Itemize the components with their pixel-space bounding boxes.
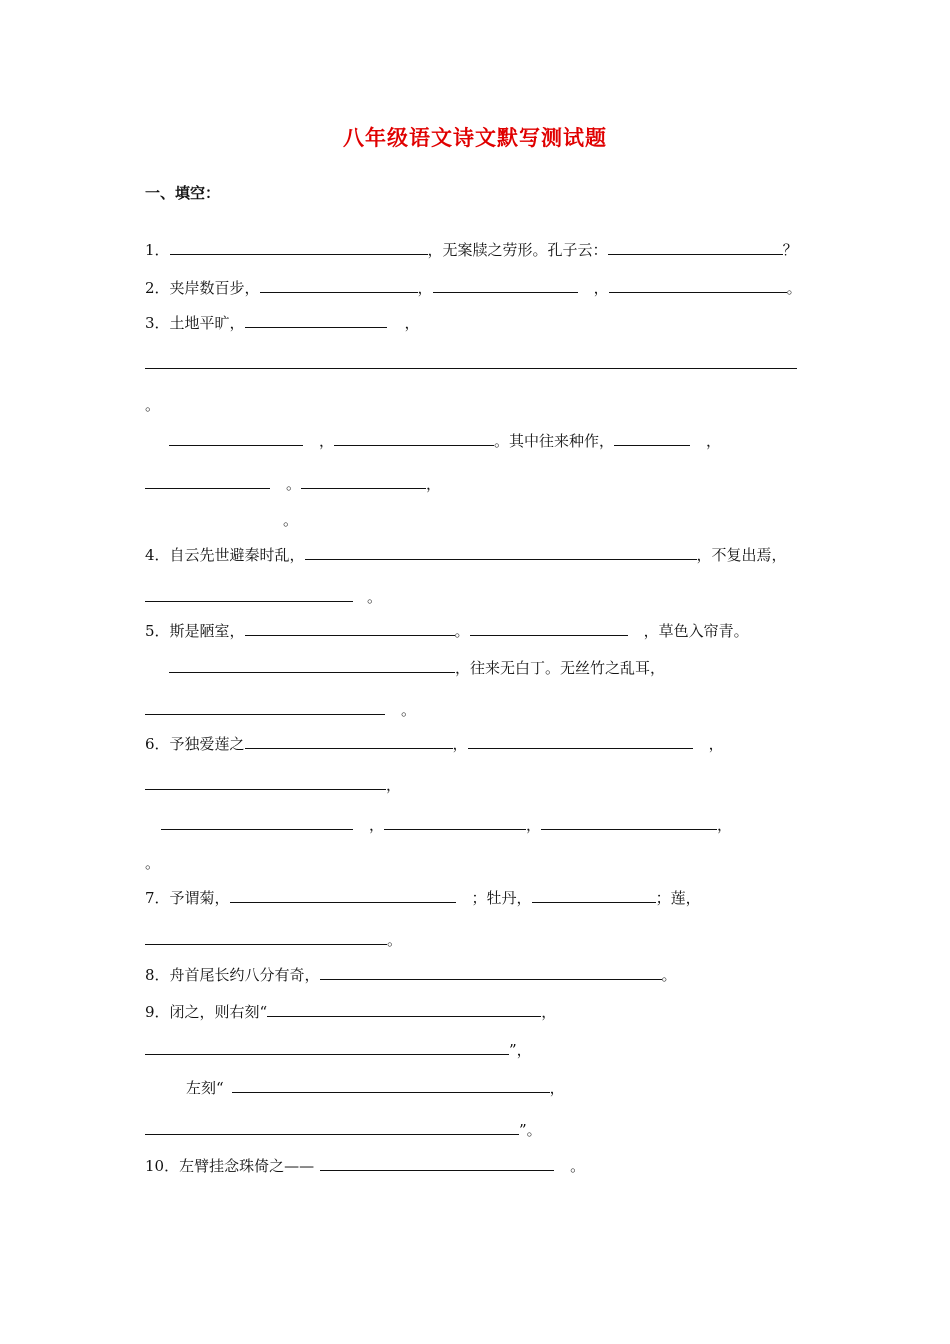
- answer-blank[interactable]: [609, 276, 787, 293]
- question-text: 。: [145, 396, 161, 414]
- question-text: ，无案牍之劳形。孔子云：: [427, 241, 608, 259]
- answer-blank[interactable]: [245, 732, 453, 749]
- question-number: 10．左臂挂念珠倚之——: [145, 1157, 315, 1175]
- question-3-line-6: [283, 509, 298, 531]
- question-9-line-2: [145, 1038, 532, 1060]
- answer-blank[interactable]: [169, 656, 455, 673]
- answer-blank[interactable]: [145, 698, 385, 715]
- question-text: ，: [369, 816, 385, 834]
- answer-blank[interactable]: [145, 352, 797, 369]
- question-7: [145, 886, 701, 908]
- answer-blank[interactable]: [334, 429, 494, 446]
- question-text: 。: [283, 511, 299, 529]
- question-6-line-2: [145, 773, 401, 795]
- question-number: 9．闭之，则右刻“: [145, 1003, 268, 1021]
- answer-blank[interactable]: [145, 928, 387, 945]
- answer-blank[interactable]: [260, 276, 418, 293]
- question-text: ；莲，: [655, 889, 701, 907]
- answer-blank[interactable]: [532, 886, 656, 903]
- answer-blank[interactable]: [384, 813, 526, 830]
- section-heading: 一、填空：: [145, 184, 221, 202]
- question-text: 。: [401, 701, 417, 719]
- question-text: 。: [286, 475, 302, 493]
- question-text: ”。: [519, 1121, 542, 1139]
- question-number: 1．: [145, 241, 170, 259]
- question-6: [145, 732, 724, 754]
- question-number: 5．斯是陋室，: [145, 622, 245, 640]
- question-text: ，不复出焉，: [696, 546, 787, 564]
- answer-blank[interactable]: [170, 238, 428, 255]
- question-3-line-2: [145, 352, 797, 374]
- question-text: 。: [786, 279, 802, 297]
- question-number: 7．予谓菊，: [145, 889, 230, 907]
- answer-blank[interactable]: [301, 472, 426, 489]
- question-text: ，: [708, 735, 724, 753]
- answer-blank[interactable]: [320, 1154, 554, 1171]
- question-text: ，: [717, 816, 733, 834]
- question-2: [145, 276, 802, 298]
- question-text: ”，: [509, 1041, 532, 1059]
- answer-blank[interactable]: [245, 619, 455, 636]
- answer-blank[interactable]: [169, 429, 303, 446]
- answer-blank[interactable]: [320, 963, 662, 980]
- answer-blank[interactable]: [145, 585, 353, 602]
- answer-blank[interactable]: [245, 311, 387, 328]
- answer-blank[interactable]: [608, 238, 783, 255]
- question-9-line-4: [145, 1118, 542, 1140]
- question-10: [145, 1154, 585, 1176]
- question-text: ，草色入帘青。: [643, 622, 749, 640]
- question-text: ，: [386, 776, 402, 794]
- answer-blank[interactable]: [145, 472, 270, 489]
- answer-blank[interactable]: [614, 429, 690, 446]
- question-5: [145, 619, 749, 641]
- question-text: 左刻“: [186, 1079, 224, 1097]
- answer-blank[interactable]: [145, 1118, 519, 1135]
- question-text: 。: [570, 1157, 586, 1175]
- question-1: [145, 238, 798, 260]
- question-9: [145, 1000, 556, 1022]
- answer-blank[interactable]: [468, 732, 693, 749]
- answer-blank[interactable]: [541, 813, 717, 830]
- question-7-line-2: [145, 928, 402, 950]
- question-3-line-4: [145, 429, 721, 451]
- question-text: ，: [417, 279, 433, 297]
- question-text: 。: [367, 588, 383, 606]
- page-title: 八年级语文诗文默写测试题: [343, 126, 607, 150]
- question-text: 。其中往来种作，: [494, 432, 615, 450]
- question-5-line-2: [145, 656, 665, 678]
- question-number: 4．自云先世避秦时乱，: [145, 546, 305, 564]
- question-text: 。: [454, 622, 470, 640]
- answer-blank[interactable]: [305, 543, 697, 560]
- question-number: 8．舟首尾长约八分有奇，: [145, 966, 320, 984]
- question-text: ，: [541, 1003, 557, 1021]
- question-6-line-3: [145, 813, 732, 835]
- question-3-line-5: [145, 472, 441, 494]
- question-number: 2．夹岸数百步，: [145, 279, 260, 297]
- answer-blank[interactable]: [161, 813, 353, 830]
- question-text: ，: [706, 432, 722, 450]
- question-4-line-2: [145, 585, 382, 607]
- answer-blank[interactable]: [230, 886, 456, 903]
- question-3-line-3: [145, 394, 160, 416]
- question-4: [145, 543, 787, 565]
- question-number: 3．土地平旷，: [145, 314, 245, 332]
- answer-blank[interactable]: [267, 1000, 541, 1017]
- question-text: ？: [782, 241, 798, 259]
- question-text: ，: [549, 1079, 565, 1097]
- question-text: ，: [404, 314, 420, 332]
- answer-blank[interactable]: [433, 276, 578, 293]
- question-text: ，: [319, 432, 335, 450]
- question-text: 。: [661, 966, 677, 984]
- question-6-line-4: [145, 852, 160, 874]
- question-8: [145, 963, 677, 985]
- answer-blank[interactable]: [145, 773, 386, 790]
- question-text: ，: [452, 735, 468, 753]
- question-text: ，: [426, 475, 442, 493]
- question-text: 。: [145, 854, 161, 872]
- question-text: ，: [526, 816, 542, 834]
- question-text: ，: [593, 279, 609, 297]
- question-number: 6．予独爱莲之: [145, 735, 245, 753]
- answer-blank[interactable]: [470, 619, 628, 636]
- question-text: 。: [387, 931, 403, 949]
- answer-blank[interactable]: [145, 1038, 509, 1055]
- question-9-line-3: [186, 1076, 565, 1098]
- question-text: ；牡丹，: [471, 889, 532, 907]
- answer-blank[interactable]: [232, 1076, 550, 1093]
- question-text: ，往来无白丁。无丝竹之乱耳，: [455, 659, 666, 677]
- question-5-line-3: [145, 698, 416, 720]
- question-3: [145, 311, 420, 333]
